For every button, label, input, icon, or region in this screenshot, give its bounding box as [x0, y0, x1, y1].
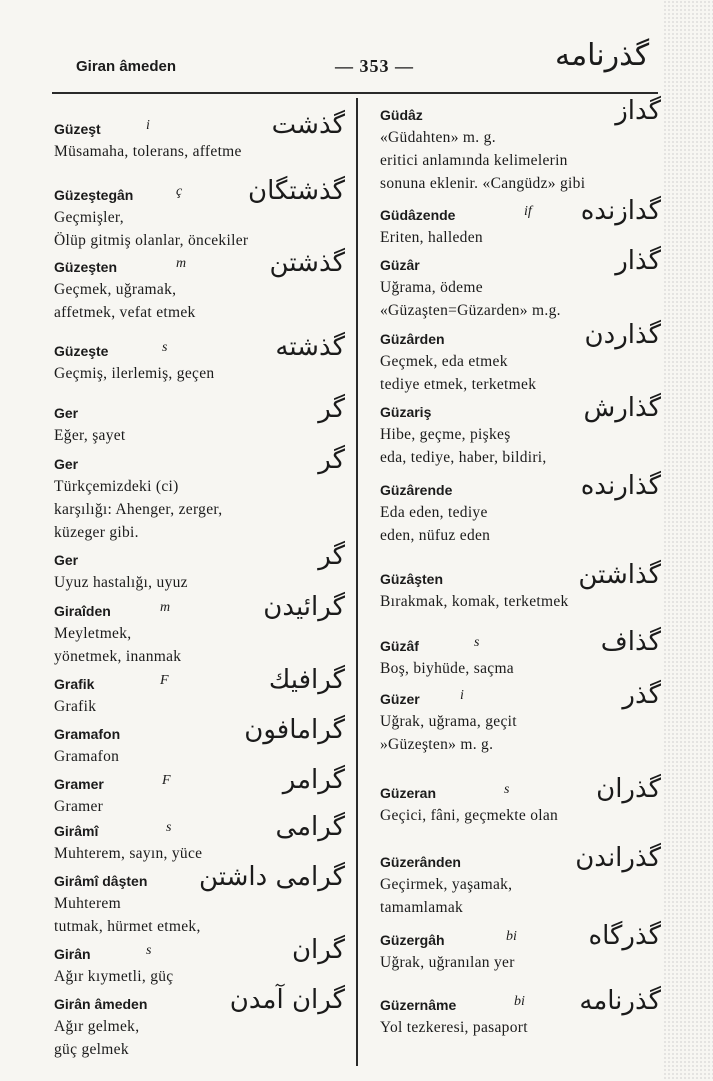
entry-definition-line: Muhterem, sayın, yüce — [54, 845, 203, 862]
dictionary-entry — [54, 935, 349, 988]
entry-definition-line: «Güzaşten=Güzarden» m.g. — [380, 302, 561, 319]
dictionary-entry — [54, 862, 349, 938]
entry-definition-line: Uğrama, ödeme — [380, 279, 483, 296]
dictionary-entry — [54, 985, 349, 1061]
entry-headword: Gramer — [54, 776, 104, 792]
entry-definition-line: yönetmek, inanmak — [54, 648, 182, 665]
entry-headword: Gramafon — [54, 726, 121, 742]
page-number: — 353 — — [335, 56, 414, 76]
dictionary-entry — [380, 560, 665, 613]
entry-definition-line: Geçirmek, yaşamak, — [380, 876, 513, 893]
entry-part-of-speech: i — [146, 118, 150, 133]
entry-definition-line: Müsamaha, tolerans, affetme — [54, 143, 242, 160]
entry-definition-line: sonuna eklenir. «Cangüdz» gibi — [380, 175, 586, 192]
entry-arabic-script: گدازنده — [580, 196, 661, 226]
entry-headword: Girâmî — [54, 823, 99, 839]
entry-arabic-script: گر — [318, 394, 345, 424]
dictionary-entry — [380, 774, 665, 827]
entry-definition-line: güç gelmek — [54, 1041, 129, 1058]
page-header — [0, 0, 713, 95]
entry-arabic-script: گرامافون — [244, 715, 345, 745]
entry-arabic-script: گذاف — [600, 627, 661, 657]
entry-arabic-script: گذر — [622, 680, 661, 710]
dictionary-entry — [54, 715, 349, 768]
entry-headword: Güzâşten — [380, 571, 444, 587]
entry-headword: Güzeşte — [54, 343, 109, 359]
entry-headword: Güzeşten — [54, 259, 118, 275]
entry-arabic-script: گذاردن — [584, 320, 661, 350]
entry-definition-line: Yol tezkeresi, pasaport — [380, 1019, 528, 1036]
entry-part-of-speech: F — [160, 673, 169, 688]
entry-part-of-speech: s — [166, 820, 172, 835]
entry-headword: Güzernâme — [380, 997, 457, 1013]
page-edge-texture — [663, 0, 713, 1081]
entry-definition-line: Türkçemizdeki (ci) — [54, 478, 179, 495]
entry-arabic-script: گران — [291, 935, 345, 965]
entry-arabic-script: گران آمدن — [229, 985, 345, 1015]
entry-part-of-speech: s — [162, 340, 168, 355]
dictionary-entry — [54, 592, 349, 668]
entry-headword: Güzeşt — [54, 121, 101, 137]
entry-headword: Güdâzende — [380, 207, 456, 223]
entry-definition-line: Gramer — [54, 798, 104, 815]
dictionary-entry — [380, 96, 665, 195]
entry-part-of-speech: i — [460, 688, 464, 703]
entry-headword: Ger — [54, 456, 79, 472]
entry-definition-line: Grafik — [54, 698, 97, 715]
entry-arabic-script: گذارش — [583, 393, 661, 423]
entry-headword: Güzer — [380, 691, 420, 707]
entry-definition-line: Bırakmak, komak, terketmek — [380, 593, 569, 610]
entry-arabic-script: گر — [318, 445, 345, 475]
entry-arabic-script: گرافیك — [268, 665, 345, 695]
entry-definition-line: eritici anlamında kelimelerin — [380, 152, 568, 169]
entry-definition-line: Ölüp gitmiş olanlar, öncekiler — [54, 232, 249, 249]
entry-definition-line: Boş, biyhüde, saçma — [380, 660, 514, 677]
entry-definition-line: Meyletmek, — [54, 625, 132, 642]
entry-headword: Girân âmeden — [54, 996, 148, 1012]
running-head-arabic: گذرنامه — [555, 38, 650, 73]
entry-part-of-speech: bi — [506, 929, 517, 944]
entry-arabic-script: گداز — [615, 96, 661, 126]
entry-headword: Güzârden — [380, 331, 445, 347]
entry-part-of-speech: m — [160, 600, 171, 615]
entry-definition-line: Ağır gelmek, — [54, 1018, 140, 1035]
entry-headword: Girâmî dâşten — [54, 873, 148, 889]
entry-definition-line: Geçmiş, ilerlemiş, geçen — [54, 365, 215, 382]
entry-definition-line: tamamlamak — [380, 899, 464, 916]
entry-headword: Giraîden — [54, 603, 111, 619]
entry-arabic-script: گذاشتن — [578, 560, 661, 590]
entry-arabic-script: گذارنده — [580, 471, 661, 501]
dictionary-entry — [380, 246, 665, 322]
dictionary-entry — [54, 394, 349, 447]
entry-arabic-script: گذرنامه — [579, 986, 661, 1016]
entry-arabic-script: گذرگاه — [588, 921, 661, 951]
entry-headword: Ger — [54, 552, 79, 568]
entry-arabic-script: گذشتگان — [247, 176, 345, 206]
dictionary-entry — [380, 196, 665, 249]
entry-definition-line: Eda eden, tediye — [380, 504, 488, 521]
entry-definition-line: Geçmek, uğramak, — [54, 281, 177, 298]
entry-definition-line: Uyuz hastalığı, uyuz — [54, 574, 188, 591]
entry-headword: Güzârende — [380, 482, 453, 498]
entry-headword: Güzergâh — [380, 932, 445, 948]
entry-definition-line: Eğer, şayet — [54, 427, 126, 444]
entry-headword: Ger — [54, 405, 79, 421]
entry-definition-line: tediye etmek, terketmek — [380, 376, 537, 393]
entry-headword: Güzeran — [380, 785, 437, 801]
entry-arabic-script: گذران — [596, 774, 661, 804]
dictionary-entry — [54, 665, 349, 718]
dictionary-entry — [380, 921, 665, 974]
dictionary-entry — [380, 627, 665, 680]
entry-headword: Güzerânden — [380, 854, 461, 870]
entry-definition-line: Geçmek, eda etmek — [380, 353, 508, 370]
entry-definition-line: Uğrak, uğranılan yer — [380, 954, 515, 971]
dictionary-entry — [380, 320, 665, 396]
entry-definition-line: »Güzeşten» m. g. — [380, 736, 494, 753]
dictionary-entry — [380, 843, 665, 919]
entry-arabic-script: گرامی — [275, 812, 345, 842]
entry-definition-line: Muhterem — [54, 895, 121, 912]
dictionary-entry — [54, 812, 349, 865]
dictionary-entry — [380, 471, 665, 547]
entry-headword: Girân — [54, 946, 91, 962]
running-head: Giran âmeden — [76, 58, 177, 75]
entry-part-of-speech: ç — [176, 184, 183, 199]
entry-definition-line: eden, nüfuz eden — [380, 527, 491, 544]
entry-part-of-speech: s — [474, 635, 480, 650]
entry-part-of-speech: F — [162, 773, 171, 788]
entry-headword: Güzâf — [380, 638, 419, 654]
entry-arabic-script: گرامی داشتن — [198, 862, 345, 892]
entry-arabic-script: گرامر — [282, 765, 345, 795]
entry-arabic-script: گر — [318, 541, 345, 571]
entry-definition-line: Uğrak, uğrama, geçit — [380, 713, 517, 730]
entry-arabic-script: گرائیدن — [263, 592, 345, 622]
entry-definition-line: Gramafon — [54, 748, 120, 765]
entry-part-of-speech: bi — [514, 994, 525, 1009]
entry-definition-line: Ağır kıymetli, güç — [54, 968, 174, 985]
entry-part-of-speech: m — [176, 256, 187, 271]
entry-headword: Güzeştegân — [54, 187, 134, 203]
entry-definition-line: tutmak, hürmet etmek, — [54, 918, 201, 935]
dictionary-entry — [380, 986, 665, 1039]
entry-definition-line: Geçici, fâni, geçmekte olan — [380, 807, 559, 824]
dictionary-entry — [54, 110, 349, 163]
entry-arabic-script: گذشته — [275, 332, 345, 362]
entry-part-of-speech: s — [504, 782, 510, 797]
column-divider — [356, 98, 358, 1066]
entry-definition-line: eda, tediye, haber, bildiri, — [380, 449, 547, 466]
entry-definition-line: Geçmişler, — [54, 209, 124, 226]
entry-headword: Güzariş — [380, 404, 432, 420]
dictionary-entry — [54, 176, 349, 252]
dictionary-entry — [54, 248, 349, 324]
entry-definition-line: Hibe, geçme, pişkeş — [380, 426, 511, 443]
dictionary-entry — [54, 332, 349, 385]
entry-definition-line: affetmek, vefat etmek — [54, 304, 196, 321]
entry-headword: Güdâz — [380, 107, 423, 123]
entry-arabic-script: گذار — [615, 246, 661, 276]
header-rule — [52, 92, 658, 94]
dictionary-entry — [54, 445, 349, 544]
entry-definition-line: «Güdahten» m. g. — [380, 129, 496, 146]
entry-part-of-speech: if — [524, 204, 532, 219]
entry-headword: Güzâr — [380, 257, 420, 273]
dictionary-entry — [380, 680, 665, 756]
entry-definition-line: küzeger gibi. — [54, 524, 139, 541]
entry-arabic-script: گذراندن — [575, 843, 661, 873]
entry-definition-line: karşılığı: Ahenger, zerger, — [54, 501, 223, 518]
entry-arabic-script: گذشتن — [269, 248, 345, 278]
entry-definition-line: Eriten, halleden — [380, 229, 483, 246]
entry-arabic-script: گذشت — [271, 110, 345, 140]
dictionary-entry — [380, 393, 665, 469]
dictionary-entry — [54, 541, 349, 594]
entry-headword: Grafik — [54, 676, 95, 692]
entry-part-of-speech: s — [146, 943, 152, 958]
